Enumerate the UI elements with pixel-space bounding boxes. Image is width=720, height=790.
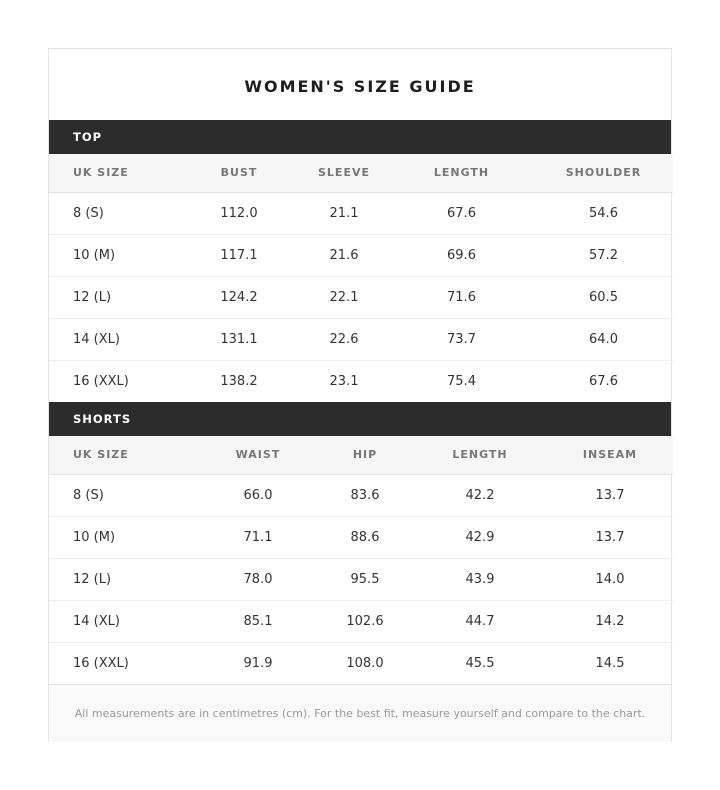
value-cell: 21.1 [329, 205, 359, 221]
value-cell: 85.1 [199, 600, 317, 642]
column-header: SHOULDER [534, 154, 673, 192]
page-title: WOMEN'S SIZE GUIDE [244, 77, 476, 96]
value-cell: 75.4 [389, 360, 534, 402]
value-cell: 78.0 [199, 558, 317, 600]
table-row [49, 318, 673, 360]
value-cell: 22.1 [299, 276, 389, 318]
value-cell: 14.2 [547, 600, 673, 642]
size-cell: 16 (XXL) [49, 360, 179, 402]
shorts-size-table [49, 436, 673, 684]
size-cell: 10 (M) [49, 234, 179, 276]
value-cell: 71.1 [199, 516, 317, 558]
size-cell: 16 (XXL) [49, 642, 199, 684]
value-cell: 43.9 [413, 558, 547, 600]
size-cell: 12 (L) [49, 558, 199, 600]
value-cell: 108.0 [317, 642, 413, 684]
column-header: HIP [317, 436, 413, 474]
section-header-top: TOP [49, 120, 671, 154]
column-header: SLEEVE [299, 154, 389, 192]
size-cell: 14 (XL) [49, 318, 179, 360]
value-cell: 83.6 [350, 487, 380, 503]
value-cell: 60.5 [534, 276, 673, 318]
value-cell: 71.6 [389, 276, 534, 318]
value-cell: 57.2 [534, 234, 673, 276]
value-cell: 21.6 [299, 234, 389, 276]
table-header-row [49, 436, 673, 474]
size-guide-card [48, 48, 672, 742]
column-header: WAIST [199, 436, 317, 474]
table-row [49, 474, 673, 516]
column-header: UK SIZE [49, 154, 179, 192]
value-cell: 44.7 [413, 600, 547, 642]
value-cell: 91.9 [199, 642, 317, 684]
value-cell: 42.2 [465, 487, 495, 503]
value-cell: 14.0 [547, 558, 673, 600]
value-cell: 117.1 [179, 234, 299, 276]
value-cell: 22.6 [299, 318, 389, 360]
table-row [49, 642, 673, 684]
value-cell: 95.5 [317, 558, 413, 600]
value-cell: 73.7 [389, 318, 534, 360]
column-header: LENGTH [413, 436, 547, 474]
value-cell: 88.6 [317, 516, 413, 558]
value-cell: 13.7 [595, 487, 625, 503]
top-size-table [49, 154, 673, 402]
value-cell: 13.7 [547, 516, 673, 558]
value-cell: 23.1 [299, 360, 389, 402]
size-cell: 8 (S) [73, 487, 104, 503]
table-header-row [49, 154, 673, 192]
value-cell: 67.6 [447, 205, 476, 221]
table-row [49, 192, 673, 234]
value-cell: 45.5 [413, 642, 547, 684]
value-cell: 64.0 [534, 318, 673, 360]
value-cell: 112.0 [220, 205, 258, 221]
size-cell: 8 (S) [73, 205, 104, 221]
value-cell: 54.6 [589, 205, 618, 221]
table-row [49, 360, 673, 402]
column-header: LENGTH [389, 154, 534, 192]
size-cell: 14 (XL) [49, 600, 199, 642]
value-cell: 14.5 [547, 642, 673, 684]
table-row [49, 234, 673, 276]
value-cell: 102.6 [317, 600, 413, 642]
measurement-note: All measurements are in centimetres (cm). For the best fit, measure yourself and compare to the chart. [49, 684, 671, 742]
table-row [49, 276, 673, 318]
value-cell: 42.9 [413, 516, 547, 558]
size-cell: 10 (M) [49, 516, 199, 558]
value-cell: 66.0 [243, 487, 273, 503]
section-header-shorts: SHORTS [49, 402, 671, 436]
value-cell: 131.1 [179, 318, 299, 360]
column-header: UK SIZE [49, 436, 199, 474]
table-row [49, 600, 673, 642]
column-header: INSEAM [547, 436, 673, 474]
value-cell: 124.2 [179, 276, 299, 318]
column-header: BUST [179, 154, 299, 192]
value-cell: 67.6 [534, 360, 673, 402]
table-row [49, 516, 673, 558]
table-row [49, 558, 673, 600]
size-cell: 12 (L) [49, 276, 179, 318]
value-cell: 138.2 [179, 360, 299, 402]
value-cell: 69.6 [389, 234, 534, 276]
